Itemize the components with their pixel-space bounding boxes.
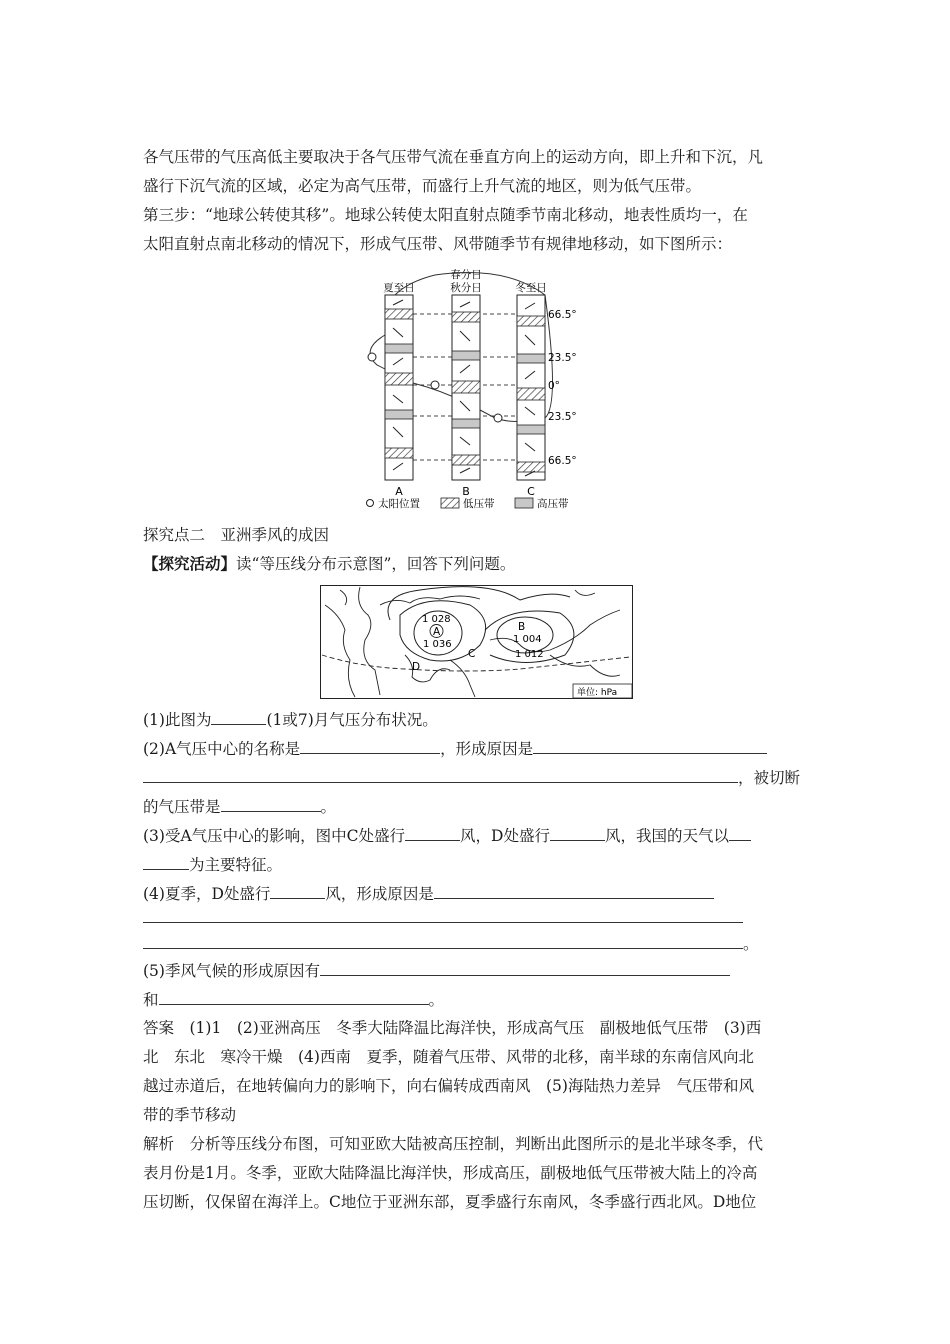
point-a-label: A <box>433 626 441 638</box>
lat-equator: 0° <box>548 380 560 392</box>
q3-text-b: 风，D处盛行 <box>460 827 550 845</box>
intro-line-1: 各气压带的气压高低主要取决于各气压带气流在垂直方向上的运动方向，即上升和下沉，凡 <box>143 148 764 166</box>
q3-blank-2[interactable] <box>550 825 605 841</box>
lat-23-north: 23.5° <box>548 352 577 364</box>
isobar-map <box>320 585 633 699</box>
q2-blank-1[interactable] <box>300 738 440 754</box>
label-autumn-equinox: 秋分日 <box>450 282 482 294</box>
point-d-label: D <box>412 661 421 673</box>
q5-blank-1[interactable] <box>320 960 730 976</box>
sun-icon <box>368 353 376 361</box>
isobar-1004: 1 004 <box>513 634 542 645</box>
question-4 <box>143 883 714 904</box>
analysis-line-1: 解析 分析等压线分布图，可知亚欧大陆被高压控制，判断出此图所示的是北半球冬季，代 <box>143 1135 764 1153</box>
isobar-1028: 1 028 <box>422 614 451 625</box>
q1-blank[interactable] <box>211 709 266 725</box>
sun-icon <box>367 500 374 507</box>
q3-blank-1[interactable] <box>405 825 460 841</box>
q2-blank-3[interactable] <box>143 767 738 783</box>
intro-line-3: 第三步：“地球公转使其移”。地球公转使太阳直射点随季节南北移动，地表性质均一，在 <box>143 206 748 224</box>
q2-blank-4[interactable] <box>221 796 321 812</box>
activity-tag: 【探究活动】 <box>143 554 237 573</box>
sun-icon <box>431 381 439 389</box>
intro-line-4: 太阳直射点南北移动的情况下，形成气压带、风带随季节有规律地移动，如下图所示： <box>143 235 733 253</box>
q2-text-a: (2)A气压中心的名称是 <box>143 740 301 758</box>
column-b <box>452 295 480 480</box>
legend-high: 高压带 <box>537 498 569 510</box>
q5-text-c: 。 <box>428 991 445 1009</box>
question-3-cont <box>143 854 282 875</box>
column-c <box>517 295 545 480</box>
q2-text-e: 。 <box>320 798 337 816</box>
q3-text-c: 风，我国的天气以 <box>604 827 729 845</box>
col-a-label: A <box>395 485 403 498</box>
intro-line-2: 盛行下沉气流的区域，必定为高气压带，而盛行上升气流的地区，则为低气压带。 <box>143 177 702 195</box>
lat-66-south: 66.5° <box>548 455 577 467</box>
q2-text-d: 的气压带是 <box>143 798 221 816</box>
q4-blank-1[interactable] <box>270 883 325 899</box>
q3-text-d: 为主要特征。 <box>189 856 283 874</box>
section-title: 探究点二 亚洲季风的成因 <box>143 526 330 544</box>
isobar-1036: 1 036 <box>423 639 452 650</box>
isobar-1012: 1 012 <box>515 649 544 660</box>
question-5-cont <box>143 989 444 1010</box>
question-2-cont <box>143 767 800 788</box>
analysis-line-3: 压切断，仅保留在海洋上。C地位于亚洲东部，夏季盛行东南风，冬季盛行西北风。D地位 <box>143 1193 757 1211</box>
unit-label: 单位: hPa <box>577 688 618 698</box>
lat-66-north: 66.5° <box>548 309 577 321</box>
pressure-belt-diagram <box>355 265 595 520</box>
q2-blank-2[interactable] <box>533 738 767 754</box>
question-3 <box>143 825 751 846</box>
q3-blank-3a[interactable] <box>729 825 751 841</box>
answer-line-2: 北 东北 寒冷干燥 (4)西南 夏季，随着气压带、风带的北移，南半球的东南信风向北 <box>143 1048 754 1066</box>
answer-line-3: 越过赤道后，在地转偏向力的影响下，向右偏转成西南风 (5)海陆热力差异 气压带和风 <box>143 1077 754 1095</box>
q2-text-c: ，被切断 <box>738 769 801 787</box>
label-winter-solstice: 冬至日 <box>515 282 547 294</box>
question-4-end <box>143 933 759 954</box>
activity-line <box>143 554 515 574</box>
analysis-line-2: 表月份是1月。冬季，亚欧大陆降温比海洋快，形成高压，副极地低气压带被大陆上的冷高 <box>143 1164 758 1182</box>
point-c-label: C <box>468 648 476 660</box>
q4-text-c: 。 <box>743 935 759 953</box>
q5-text-b: 和 <box>143 991 159 1009</box>
question-4-cont <box>143 907 743 928</box>
col-b-label: B <box>462 485 470 498</box>
label-spring-equinox: 春分日 <box>450 269 482 281</box>
col-c-label: C <box>527 485 535 498</box>
q4-blank-3[interactable] <box>143 907 743 923</box>
sun-icon <box>494 414 502 422</box>
legend-sun: 太阳位置 <box>378 498 420 510</box>
point-b-label: B <box>518 621 526 633</box>
q4-blank-2[interactable] <box>434 883 714 899</box>
answer-line-1: 答案 (1)1 (2)亚洲高压 冬季大陆降温比海洋快，形成高气压 副极地低气压带 (3)西 <box>143 1019 762 1037</box>
q1-text-b: (1或7)月气压分布状况。 <box>266 711 438 729</box>
q2-text-b: ，形成原因是 <box>440 740 534 758</box>
q4-text-a: (4)夏季，D处盛行 <box>143 885 271 903</box>
q4-text-b: 风，形成原因是 <box>325 885 434 903</box>
question-2 <box>143 738 767 759</box>
q5-blank-2[interactable] <box>159 989 429 1005</box>
question-2-end <box>143 796 336 817</box>
question-1 <box>143 709 438 730</box>
q1-text-a: (1)此图为 <box>143 711 212 729</box>
answer-line-4: 带的季节移动 <box>143 1106 237 1124</box>
question-5 <box>143 960 730 981</box>
q4-blank-4[interactable] <box>143 933 743 949</box>
activity-text: 读“等压线分布示意图”，回答下列问题。 <box>236 555 516 573</box>
q5-text-a: (5)季风气候的形成原因有 <box>143 962 320 980</box>
lat-23-south: 23.5° <box>548 411 577 423</box>
legend-low: 低压带 <box>463 498 495 510</box>
q3-text-a: (3)受A气压中心的影响，图中C处盛行 <box>143 827 406 845</box>
label-summer-solstice: 夏至日 <box>383 282 415 294</box>
column-a <box>385 295 413 480</box>
q3-blank-3b[interactable] <box>143 854 189 870</box>
